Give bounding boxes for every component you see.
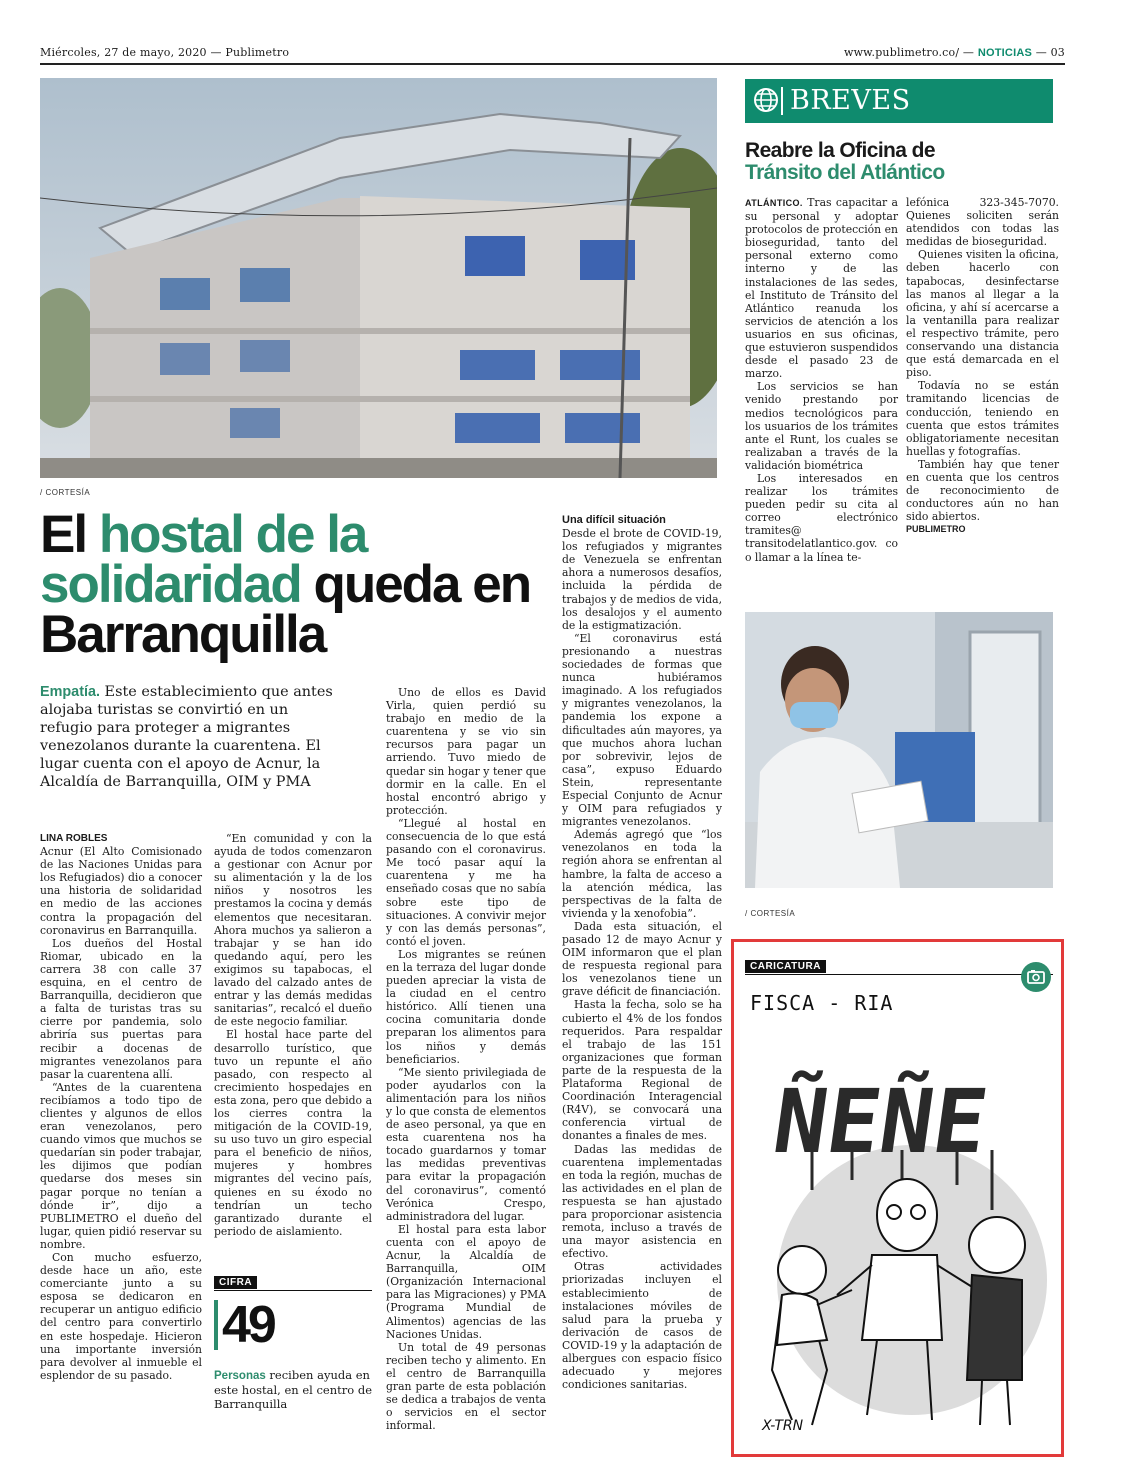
cartoon-balloon-text: ÑEÑE [767,1070,994,1173]
lead-kicker: Empatía. [40,684,100,700]
paragraph: “El coronavirus está presionando a nuestras sociedades de formas que nunca hubiéramos imaginado. A los refugiados y migrantes venezolanos, la pandemia los expone a dificultades aún mayores, ya que muchos ahora luchan por sobrevivir, lejos de casa”, expuso Eduardo Stein, representante Especial Conjunto de Acnur y OIM para refugiados y migrantes venezolanos. [562,631,722,829]
lead-paragraph [40,683,345,791]
paragraph: El hostal hace parte del desarrollo turístico, que tuvo un repunte el año pasado, con respecto al crecimiento hospedajes en esta zona, pero que debido a los cierres contra la mitigación de la COVID-19, su uso tuvo un giro especial para el beneficio de niños, mujeres y hombres migrantes del vecino país, quienes en su éxodo no tendrían un techo garantizado durante el periodo de aislamiento. [214,1028,372,1238]
breves-column-left [745,196,898,564]
paragraph: Quienes visiten la oficina, deben hacerlo con tapabocas, desinfectarse las manos al llegar a la oficina, y ahí sí acercarse a la ventanilla para realizar el respectivo trámite, pero conservando una distancia que está demarcada en el piso. [906,248,1059,380]
cifra-tag: CIFRA [214,1276,257,1289]
issue-date: Miércoles, 27 de mayo, 2020 — Publimetro [40,46,290,59]
headline-highlight: hostal de la solidaridad [40,505,367,614]
breves-separator [781,87,783,115]
paragraph: “En comunidad y con la ayuda de todos comenzaron a gestionar con Acnur por su alimentación y la de los niños y nosotros les prestamos la cocina y demás elementos que necesitaran. Ahora muchos ya salieron a trabajar y se han ido quedando aquí, pero les exigimos su tapabocas, el lavado del calzado antes de entrar y las demás medidas sanitarias”, recalcó el dueño de este negocio familiar. [214,832,372,1029]
breves-title-line-2: Tránsito del Atlántico [745,161,945,184]
paragraph: Además agregó que “los venezolanos en toda la región ahora se enfrentan al hambre, la falta de acceso a la atención médica, las perspectivas de la falta de vivienda y la xenofobia”. [562,828,722,920]
breves-first-text: Tras capacitar a su personal y adoptar protocolos de protección en bioseguridad, tanto del personal externo como interno y de las instalaciones de las sedes, el Instituto de Tránsito del Atlántico reanuda los servicios de atención a los usuarios en sus oficinas, que estuvieron suspendidos desde el pasado 23 de marzo. [745,196,898,381]
breves-label: BREVES [790,85,911,116]
paragraph: lefónica 323-345-7070. Quienes soliciten serán atendidos con todas las medidas de bioseguridad. [906,196,1059,249]
paragraph [745,196,898,380]
cartoon-signature: X-TRN [762,1418,804,1434]
article-column-1 [40,832,202,1382]
paragraph: Todavía no se están tramitando licencias de conducción, teniendo en cuenta que estos trámites obligatoriamente necesitan huellas y fotografías. [906,379,1059,458]
byline: LINA ROBLES [40,833,108,844]
caricatura-title: FISCA - RIA [750,991,894,1015]
headline [40,505,560,664]
photo-icon [1021,962,1051,992]
cifra-accent-bar [214,1300,218,1350]
paragraph: Los migrantes se reúnen en la terraza del lugar donde pueden apreciar la vista de la ciudad en el centro histórico. Allí tienen una cocina comunitaria donde preparan los alimentos para los niños y demás beneficiarios. [386,947,546,1066]
paragraph: Hasta la fecha, solo se ha cubierto el 4% de los fondos requeridos. Para respaldar el trabajo de las 151 organizaciones que forman parte de la respuesta de la Plataforma Regional de Coordinación Interagencial (R4V), se convocará una conferencia virtual de donantes a finales de mes. [562,998,722,1143]
paragraph: Los interesados en realizar los trámites pueden pedir su cita al correo electrónico tramites@ transitodelatlantico.gov. co o llamar a la línea te- [745,471,898,564]
paragraph: Dadas las medidas de cuarentena implementadas en toda la región, muchas de las actividades en el plan de respuesta se han ajustado para proporcionar asistencia remota, incluso a través de una mayor asistencia en efectivo. [562,1142,722,1261]
paragraph: Los servicios se han venido prestando por medios tecnológicos para los usuarios de los trámites ante el Runt, los cuales se realizaban a través de la validación biométrica [745,380,898,472]
paragraph: “Llegué al hostal en consecuencia de lo que está pasando con el coronavirus. Me tocó pasar aquí la cuarentena y me ha enseñado cosas que no sabía sobre este tipo de situaciones. A convivir mejor y con las demás personas”, contó el joven. [386,816,546,948]
paragraph: Con mucho esfuerzo, desde hace un año, este comerciante junto a su esposa se dedicaron en recuperar un antiguo edificio del centro para convertirlo en este hospedaje. Hicieron una importante inversión para devolver al inmueble el esplendor de su pasado. [40,1251,202,1382]
page-number: — 03 [1035,46,1065,59]
photo-credit: / CORTESÍA [40,488,91,497]
headline-part-1: El [40,505,99,564]
paragraph: Un total de 49 personas reciben techo y alimento. En el centro de Barranquilla gran parte de esta población se dedica a trabajos de venta o servicios en el sector informal. [386,1340,546,1433]
paragraph: Desde el brote de COVID-19, los refugiados y migrantes de Venezuela se enfrentan ahora a numerosos desafíos, incluida la pérdida de trabajos y de medios de vida, los desalojos y el aumento de la estigmatización. [562,527,722,632]
breves-signature: PUBLIMETRO [906,524,966,535]
caricatura-tag: CARICATURA [745,960,826,973]
breves-title [745,140,1065,184]
cifra-text: reciben ayuda en este hostal, en el centro de Barranquilla [214,1368,373,1411]
lead-text: Este establecimiento que antes alojaba turistas se convirtió en un refugio para proteger a migrantes venezolanos durante la cuarentena. El lugar cuenta con el apoyo de Acnur, la Alcaldía de Barranquilla, OIM y PMA [40,684,333,790]
header-rule [40,63,1065,65]
breves-column-right [906,196,1059,536]
article-column-4 [562,514,722,1391]
breves-banner [745,79,1053,123]
breves-title-line-1: Reabre la Oficina de [745,139,935,162]
site-url[interactable]: www.publimetro.co/ — [843,46,975,59]
cifra-number: 49 [222,1296,274,1354]
paragraph: “Me siento privilegiada de poder ayudarlos con la alimentación para los niños y lo que consta de elementos de aseo personal, ya que en esta cuarentena nos ha tocado guardarnos y tomar las medidas preventivas para evitar la propagación del coronavirus”, comentó Verónica Crespo, administradora del lugar. [386,1065,546,1223]
paragraph: Acnur (El Alto Comisionado de las Naciones Unidas para los Refugiados) dio a conocer una historia de solidaridad en medio de las acciones contra la propagación del coronavirus en Barranquilla. [40,845,202,937]
paragraph: El hostal para esta labor cuenta con el apoyo de Acnur, la Alcaldía de Barranquilla, OIM (Organización Internacional para las Migraciones) y PMA (Programa Mundial de Alimentos) agencias de las Naciones Unidas. [386,1222,546,1341]
headline-part-3: queda en Barranquilla [40,555,531,664]
caricatura-rule [745,974,1053,975]
globe-icon [753,87,779,113]
paragraph: Dada esta situación, el pasado 12 de mayo Acnur y OIM informaron que el plan de respuesta regional para los venezolanos tiene un grave déficit de financiación. [562,919,722,999]
paragraph: Los dueños del Hostal Riomar, ubicado en la carrera 38 con calle 37 esquina, en el centro de Barranquilla, decidieron que a falta de turistas tras su cierre por pandemia, solo abriría sus puertas para recibir a docenas de migrantes venezolanos para pasar la cuarentena allí. [40,936,202,1081]
cifra-bold: Personas [214,1370,266,1382]
photo-credit-2: / CORTESÍA [745,909,796,918]
cartoon-illustration [742,1040,1054,1440]
cifra-rule [214,1290,372,1291]
hostal-building-photo [40,78,717,478]
section-name: NOTICIAS [977,47,1032,59]
subheading: Una difícil situación [562,514,666,526]
cifra-caption [214,1368,372,1411]
article-column-3 [386,686,546,1432]
paragraph: Uno de ellos es David Virla, quien perdió su trabajo en medio de la cuarentena y se vio sin recursos para pagar un arriendo. Tuvo miedo de quedar sin hogar y tener que dormir en la calle. En el hostal encontró abrigo y protección. [386,686,546,817]
article-column-2 [214,832,372,1238]
header-right [844,46,1065,59]
paragraph: También hay que tener en cuenta que los centros de reconocimiento de conductores aún no han sido abiertos. [906,457,1059,524]
paragraph: Otras actividades priorizadas incluyen el establecimiento de instalaciones móviles de salud para la prueba y derivación de casos de COVID-19 y la adaptación de albergues con espacio físico adecuado y mejores condiciones sanitarias. [562,1260,722,1392]
breves-kicker: ATLÁNTICO. [745,198,803,208]
transit-office-photo [745,612,1053,888]
paragraph: “Antes de la cuarentena recibíamos a todo tipo de clientes y algunos de ellos eran venezolanos, pero cuando vimos que muchos se quedarían sin poder trabajar, les dijimos que podían quedarse dos meses sin pagar porque no tenían a dónde ir”, dijo a PUBLIMETRO el dueño del lugar, quien pidió reservar su nombre. [40,1080,202,1251]
